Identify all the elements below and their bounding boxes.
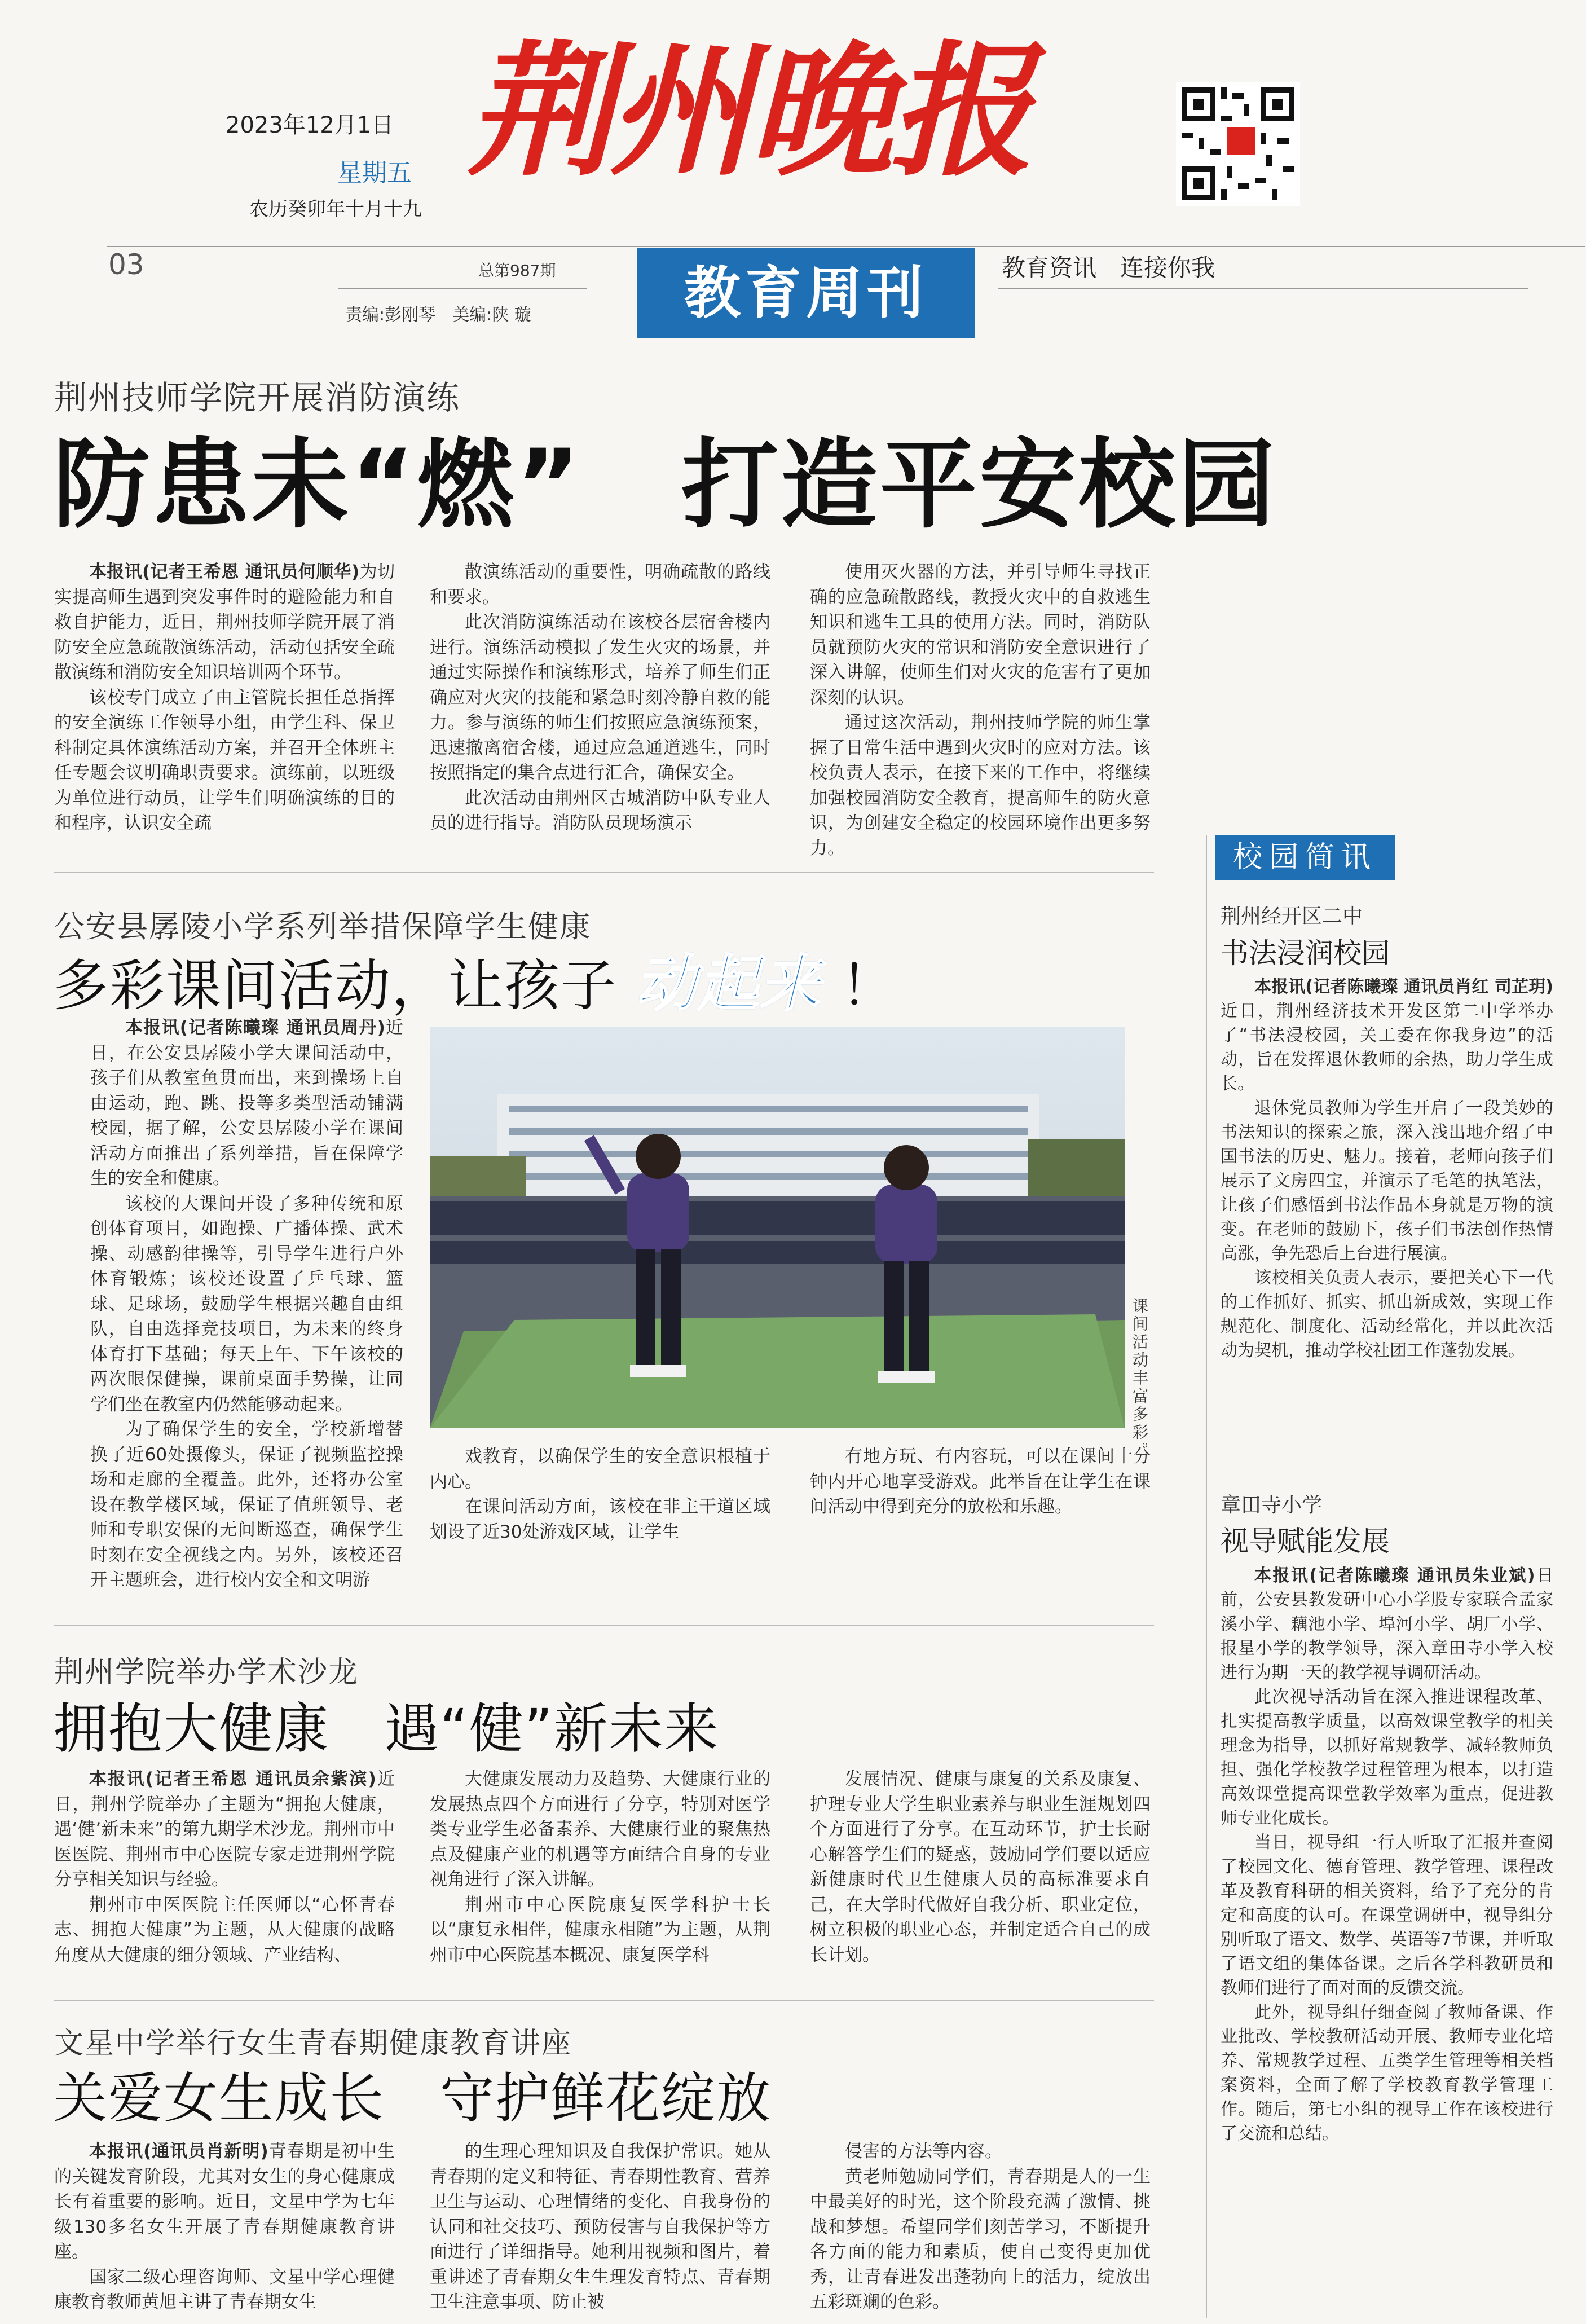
article-headline: 拥抱大健康 遇“健”新未来	[53, 1697, 720, 1760]
sidebar-item-1-kicker: 荆州经开区二中	[1221, 905, 1363, 928]
article-health-salon	[0, 1636, 1196, 2002]
article-column-1	[54, 560, 395, 864]
paragraph: 此次活动由荆州区古城消防中队专业人员的进行指导。消防队员现场演示	[430, 787, 770, 833]
paragraph: 发展情况、健康与康复的关系及康复、护理专业大学生职业素养与职业生涯规划四个方面进行了分享。在互动环节，护士长耐心解答学生们的疑惑，鼓励同学们要以适应新健康时代卫生健康人员的高标准要求自己，在大学时代做好自我分析、职业定位，树立积极的职业心态，并制定适合自己的成长计划。	[810, 1769, 1151, 1965]
byline: 本报讯(记者王希恩 通讯员余紫滨)	[89, 1769, 376, 1789]
paragraph: 该校的大课间开设了多种传统和原创体育项目，如跑操、广播体操、武术操、动感韵律操等，引导学生进行户外体育锻炼；该校还设置了乒乓球、篮球、足球场，鼓励学生根据兴趣自由组队，自由选择竞技项目，为未来的终身体育打下基础；每天上午、下午该校的两次眼保健操，课前桌面手势操，让同学们坐在教室内仍然能够动起来。	[90, 1193, 403, 1415]
paragraph: 散演练活动的重要性，明确疏散的路线和要求。	[430, 562, 770, 608]
header	[0, 0, 1586, 338]
issue-date: 2023年12月1日	[226, 112, 394, 138]
paragraph: 为了确保学生的安全，学校新增替换了近60处摄像头，保证了视频监控操场和走廊的全覆盖。此外，还将办公室设在教学楼区域，保证了值班领导、老师和专职安保的无间断巡查，确保学生时刻在安全视线之内。另外，该校还召开主题班会，进行校内安全和文明游	[90, 1419, 403, 1590]
header-rule	[107, 246, 1585, 247]
article-kicker: 荆州学院举办学术沙龙	[54, 1656, 359, 1689]
article-column-3	[810, 560, 1151, 864]
paragraph: 荆州市中心医院康复医学科护士长以“康复永相伴，健康永相随”为主题，从荆州市中心医院基本概况、康复医学科	[430, 1894, 770, 1965]
campus-news-sidebar	[1213, 835, 1574, 2322]
section-title: 教育周刊	[637, 248, 975, 338]
paragraph: 本报讯(记者王希恩 通讯员余紫滨)近日，荆州学院举办了主题为“拥抱大健康，遇‘健’新未来”的第九期学术沙龙。荆州市中医医院、荆州市中心医院专家走进荆州学院分享相关知识与经验。	[54, 1769, 395, 1890]
paragraph: 的生理心理知识及自我保护常识。她从青春期的定义和特征、青春期性教育、营养卫生与运动、心理情绪的变化、自我身份的认同和社交技巧、预防侵害与自我保护等方面进行了详细指导。她利用视频和图片，着重讲述了青春期女生生理发育特点、青春期卫生注意事项、防止被	[430, 2141, 770, 2312]
paragraph: 大健康发展动力及趋势、大健康行业的发展热点四个方面进行了分享，特别对医学类专业学生必备素养、大健康行业的聚焦热点及健康产业的机遇等方面结合自身的专业视角进行了深入讲解。	[430, 1769, 770, 1890]
editor-credits: 责编:彭刚琴 美编:陕 璇	[345, 305, 531, 325]
section-divider-2	[54, 1625, 1154, 1626]
sidebar-item-1-body	[1221, 975, 1553, 1573]
article-adolescent-health	[0, 2008, 1196, 2324]
section-divider-3	[54, 2000, 1154, 2001]
paragraph: 黄老师勉励同学们，青春期是人的一生中最美好的时光，这个阶段充满了激情、挑战和梦想。希望同学们刻苦学习，不断提升各方面的能力和素质，使自己变得更加优秀，让青春进发出蓬勃向上的活力，绽放出五彩斑斓的色彩。	[810, 2166, 1151, 2312]
byline: 本报讯(记者王希恩 通讯员何顺华)	[89, 562, 360, 582]
paragraph: 侵害的方法等内容。	[845, 2141, 1002, 2162]
article-kicker: 荆州技师学院开展消防演练	[54, 378, 461, 417]
paragraph: 本报讯(通讯员肖新明)青春期是初中生的关键发育阶段，尤其对女生的身心健康成长有着重要的影响。近日，文星中学为七年级130多名女生开展了青春期健康教育讲座。	[54, 2141, 395, 2262]
qr-code	[1176, 82, 1300, 206]
byline: 本报讯(记者陈曦璨 通讯员肖红 司芷玥)	[1254, 977, 1553, 997]
paragraph: 本报讯(记者陈曦璨 通讯员周丹)近日，在公安县孱陵小学大课间活动中，孩子们从教室鱼贯而出，来到操场上自由运动，跑、跳、投等多类型活动铺满校园，据了解，公安县孱陵小学在课间活动方面推出了系列举措，旨在保障学生的安全和健康。	[90, 1018, 403, 1189]
article-column-2	[430, 560, 770, 864]
sidebar-item-1-headline: 书法浸润校园	[1221, 937, 1390, 970]
paragraph: 当日，视导组一行人听取了汇报并查阅了校园文化、德育管理、教学管理、课程改革及教育科研的相关资料，给予了充分的肯定和高度的认可。在课堂调研中，视导组分别听取了语文、数学、英语等7节课，并听取了语文组的集体备课。之后各学科教研员和教师们进行了面对面的反馈交流。	[1221, 1833, 1553, 1998]
paragraph: 该校专门成立了由主管院长担任总指挥的安全演练工作领导小组，由学生科、保卫科制定具体演练活动方案，并召开全体班主任专题会议明确职责要求。演练前，以班级为单位进行动员，让学生们明确演练的目的和程序，认识安全疏	[54, 687, 395, 833]
page-number: 03	[108, 248, 144, 281]
article-column-2	[430, 1767, 770, 1970]
section-slogan: 教育资讯 连接你我	[1002, 254, 1215, 281]
sidebar-item-2-headline: 视导赋能发展	[1221, 1525, 1390, 1557]
sidebar-item-2-kicker: 章田寺小学	[1221, 1494, 1323, 1517]
byline: 本报讯(通讯员肖新明)	[89, 2141, 268, 2162]
article-kicker: 文星中学举行女生青春期健康教育讲座	[54, 2027, 572, 2061]
byline: 本报讯(记者陈曦璨 通讯员周丹)	[125, 1018, 385, 1038]
article-headline: 关爱女生成长 守护鲜花绽放	[53, 2067, 772, 2130]
article-column-2	[430, 1444, 770, 1579]
byline: 本报讯(记者陈曦璨 通讯员朱业斌)	[1254, 1566, 1535, 1586]
article-fire-drill	[0, 350, 1277, 859]
headline-punct: ！	[840, 954, 897, 1018]
issue-weekday: 星期五	[337, 159, 412, 187]
article-headline	[53, 948, 897, 1023]
paragraph: 退休党员教师为学生开启了一段美妙的书法知识的探索之旅，深入浅出地介绍了中国书法的历史、魅力。接着，老师向孩子们展示了文房四宝，并演示了毛笔的执笔法，让孩子们感悟到书法作品本身就是万物的演变。在老师的鼓励下，孩子们书法创作热情高涨，争先恐后上台进行展演。	[1221, 1098, 1553, 1264]
sidebar-item-2-body	[1221, 1564, 1553, 2314]
paragraph: 国家二级心理咨询师、文星中学心理健康教育教师黄旭主讲了青春期女生	[54, 2266, 395, 2312]
article-kicker: 公安县孱陵小学系列举措保障学生健康	[54, 909, 591, 944]
article-column-1	[54, 1767, 395, 1970]
paragraph: 此次消防演练活动在该校各层宿舍楼内进行。演练活动模拟了发生火灾的场景，并通过实际操作和演练形式，培养了师生们正确应对火灾的技能和紧急时刻冷静自救的能力。参与演练的师生们按照应急演练预案，迅速撤离宿舍楼，通过应急通道逃生，同时按照指定的集合点进行汇合，确保安全。	[430, 612, 770, 783]
headline-text: 多彩课间活动，让孩子	[53, 954, 618, 1018]
paragraph: 本报讯(记者陈曦璨 通讯员肖红 司芷玥)近日，荆州经济技术开发区第二中学举办了“书法浸校园，关工委在你我身边”的活动，旨在发挥退休教师的余热，助力学生成长。	[1221, 977, 1553, 1094]
paragraph: 该校相关负责人表示，要把关心下一代的工作抓好、抓实、抓出新成效，实现工作规范化、制度化、活动经常化，并以此次活动为契机，推动学校社团工作蓬勃发展。	[1221, 1268, 1553, 1361]
article-column-3	[810, 2139, 1151, 2321]
article-headline: 防患未“燃” 打造平安校园	[53, 428, 1277, 542]
paragraph: 有地方玩、有内容玩，可以在课间十分钟内开心地享受游戏。此举旨在让学生在课间活动中得到充分的放松和乐趣。	[810, 1446, 1151, 1517]
masthead-logo: 荆州晚报	[468, 27, 1030, 196]
article-column-1	[54, 2139, 395, 2321]
paragraph: 戏教育，以确保学生的安全意识根植于内心。	[430, 1446, 770, 1492]
section-divider-1	[54, 872, 1154, 873]
school-recess-photo	[430, 1027, 1125, 1428]
paragraph: 此外，视导组仔细查阅了教师备课、作业批改、学校教研活动开展、教师专业化培养、常规教学过程、五类学生管理等相关档案资料，全面了解了学校教育教学管理工作。随后，第七小组的视导工作在该校进行了交流和总结。	[1221, 2002, 1553, 2143]
article-recess-activities	[0, 891, 1196, 1625]
paragraph: 本报讯(记者陈曦璨 通讯员朱业斌)日前，公安县教发研中心小学股专家联合孟家溪小学、藕池小学、埠河小学、胡厂小学、报星小学的教学领导，深入章田寺小学入校进行为期一天的教学视导调研活动。	[1221, 1566, 1553, 1683]
article-column-3	[810, 1444, 1151, 1579]
paragraph: 在课间活动方面，该校在非主干道区域划设了近30处游戏区域，让学生	[430, 1496, 770, 1542]
paragraph: 使用灭火器的方法，并引导师生寻找正确的应急疏散路线，教授火灾中的自救逃生知识和逃生工具的使用方法。同时，消防队员就预防火灾的常识和消防安全意识进行了深入讲解，使师生们对火灾的危害有了更加深刻的认识。	[810, 562, 1151, 708]
paragraph: 此次视导活动旨在深入推进课程改革、扎实提高教学质量，以高效课堂教学的相关理念为指导，以抓好常规教学、减轻教师负担、强化学校教学过程管理为根本，以打造高效课堂提高课堂教学效率为重点，促进教师专业化成长。	[1221, 1687, 1553, 1828]
paragraph: 荆州市中医医院主任医师以“心怀青春志、拥抱大健康”为主题，从大健康的战略角度从大健康的细分领域、产业结构、	[54, 1894, 395, 1965]
article-column-2	[430, 2139, 770, 2321]
article-column-3	[810, 1767, 1151, 1970]
header-rule-lower	[338, 288, 587, 289]
photo-caption: 课间活动丰富多彩。	[1130, 1297, 1149, 1460]
headline-highlight: 动起来	[636, 949, 822, 1019]
header-rule-right	[998, 288, 1528, 289]
paragraph: 本报讯(记者王希恩 通讯员何顺华)为切实提高师生遇到突发事件时的避险能力和自救自护能力，近日，荆州技师学院开展了消防安全应急疏散演练活动，活动包括安全疏散演练和消防安全知识培训两个环节。	[54, 562, 395, 683]
issue-number: 总第987期	[478, 261, 556, 280]
sidebar-divider	[1206, 835, 1207, 2318]
sidebar-tag: 校园简讯	[1215, 835, 1395, 880]
lunar-date: 农历癸卯年十月十九	[249, 198, 422, 221]
paragraph: 通过这次活动，荆州技师学院的师生掌握了日常生活中遇到火灾时的应对方法。该校负责人表示，在接下来的工作中，将继续加强校园消防安全教育，提高师生的防火意识，为创建安全稳定的校园环境作出更多努力。	[810, 712, 1151, 859]
article-column-1	[90, 1015, 403, 1602]
